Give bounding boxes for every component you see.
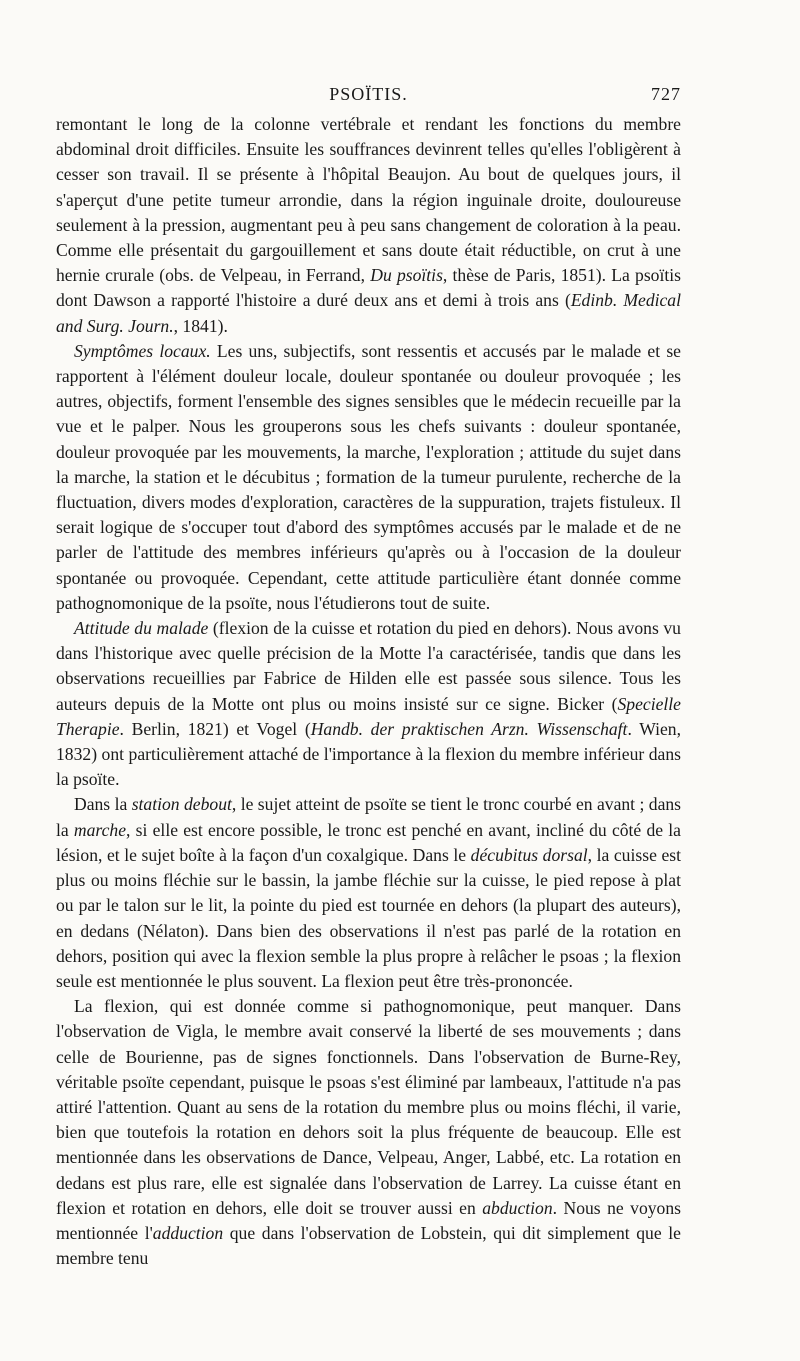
italic-text: Handb. der praktischen Arzn. Wissenschaft	[310, 718, 628, 739]
text-run: La flexion, qui est donnée comme si pathognomonique, peut manquer. Dans l'observation de Vigla, le membre avait conservé la liberté de ses mouvements ; dans celle de Bourienne, pas de signes fonctionnels. Dans l'observation de Burne-Rey, véritable psoïte cependant, puisque le psoas s'est éliminé par lambeaux, l'attitude n'a pas attiré l'attention. Quant au sens de la rotation du membre plus ou moins fléchi, il varie, bien que toutefois la rotation en dehors soit la plus fréquente de beaucoup. Elle est mentionnée dans les observations de Dance, Velpeau, Anger, Labbé, etc. La rotation en dedans est plus rare, elle est signalée dans l'observation de Larrey. La cuisse étant en flexion et rotation en dehors, elle doit se trouver aussi en	[56, 996, 681, 1218]
body-text	[56, 112, 681, 1271]
italic-text: Symptômes locaux.	[74, 340, 211, 361]
italic-text: marche	[73, 819, 127, 840]
paragraph-1	[56, 112, 681, 339]
running-title: PSOÏTIS.	[329, 84, 408, 104]
text-run: (flexion de la cuisse et rotation du pied en dehors). Nous avons vu dans l'historique avec quelle précision de la Motte l'a caractérisée, tandis que dans les observations recueillies par Fabrice de Hilden elle est passée sous silence. Tous les auteurs depuis de la Motte ont plus ou moins insisté sur ce signe. Bicker (	[56, 618, 681, 714]
paragraph-2	[56, 339, 681, 616]
text-run: , si elle est encore possible, le tronc est penché en avant, incliné du côté de la lésion, et le sujet boîte à la façon d'un coxalgique. Dans le	[56, 819, 681, 865]
text-run: , le sujet atteint de psoïte se tient le tronc courbé en avant ; dans la	[56, 794, 682, 840]
text-run: . Nous ne voyons mentionnée l'	[56, 1197, 681, 1243]
italic-text: Attitude du malade	[74, 618, 209, 639]
text-run: , thèse de Paris, 1851). La psoïtis dont Dawson a rapporté l'histoire a duré deux ans et demi à trois ans (	[56, 265, 681, 311]
paragraph-3	[56, 616, 681, 792]
text-run: que dans l'observation de Lobstein, qui dit simplement que le membre tenu	[56, 1222, 681, 1269]
page-number: 727	[651, 84, 681, 104]
text-run: . Wien, 1832) ont particulièrement attaché de l'importance à la flexion du membre inférieur dans la psoïte.	[56, 718, 682, 790]
italic-text: Specielle Therapie	[56, 693, 681, 739]
italic-text: abduction	[482, 1197, 553, 1218]
text-run: . Berlin, 1821) et Vogel (	[119, 718, 311, 739]
text-run: , la cuisse est plus ou moins fléchie sur le bassin, la jambe fléchie sur la cuisse, le pied repose à plat ou par le talon sur le lit, la pointe du pied est tournée en dehors (la plupart des auteurs), en dedans (Nélaton). Dans bien des observations il n'est pas parlé de la rotation en dehors, position qui avec la flexion semble la plus propre à relâcher le psoas ; la flexion seule est mentionnée le plus souvent. La flexion peut être très-prononcée.	[56, 844, 681, 991]
text-run: Dans la	[74, 794, 132, 815]
italic-text: décubitus dorsal	[470, 844, 588, 865]
text-run: , 1841).	[173, 315, 228, 336]
paragraph-5	[56, 994, 681, 1271]
italic-text: Edinb. Medical and Surg. Journ.	[56, 290, 681, 336]
italic-text: station debout	[131, 794, 232, 815]
book-page	[56, 84, 681, 1271]
paragraph-4	[56, 792, 681, 994]
italic-text: adduction	[152, 1222, 224, 1243]
italic-text: Du psoïtis	[370, 265, 443, 286]
page-header	[56, 84, 681, 112]
text-run: Les uns, subjectifs, sont ressentis et accusés par le malade et se rapportent à l'élément douleur locale, douleur spontanée ou douleur provoquée ; les autres, objectifs, forment l'ensemble des signes sensibles que le médecin recueille par la vue et le palper. Nous les grouperons sous les chefs suivants : douleur spontanée, douleur provoquée par les mouvements, la marche, l'exploration ; attitude du sujet dans la marche, la station et le décubitus ; formation de la tumeur purulente, recherche de la fluctuation, divers modes d'exploration, caractères de la suppuration, trajets fistuleux. Il serait logique de s'occuper tout d'abord des symptômes accusés par le malade et de ne parler de l'attitude des membres inférieurs qu'après ou à l'occasion de la douleur spontanée ou provoquée. Cependant, cette attitude particulière étant donnée comme pathognomonique de la psoïte, nous l'étudierons tout de suite.	[56, 340, 681, 613]
text-run: remontant le long de la colonne vertébrale et rendant les fonctions du membre abdominal droit difficiles. Ensuite les souffrances devinrent telles qu'elles l'obligèrent à cesser son travail. Il se présente à l'hôpital Beaujon. Au bout de quelques jours, il s'aperçut d'une petite tumeur arrondie, dans la région inguinale droite, douloureuse seulement à la pression, augmentant peu à peu sans changement de coloration à la peau. Comme elle présentait du gargouillement et sans doute était réductible, on crut à une hernie crurale (obs. de Velpeau, in Ferrand,	[56, 114, 681, 286]
